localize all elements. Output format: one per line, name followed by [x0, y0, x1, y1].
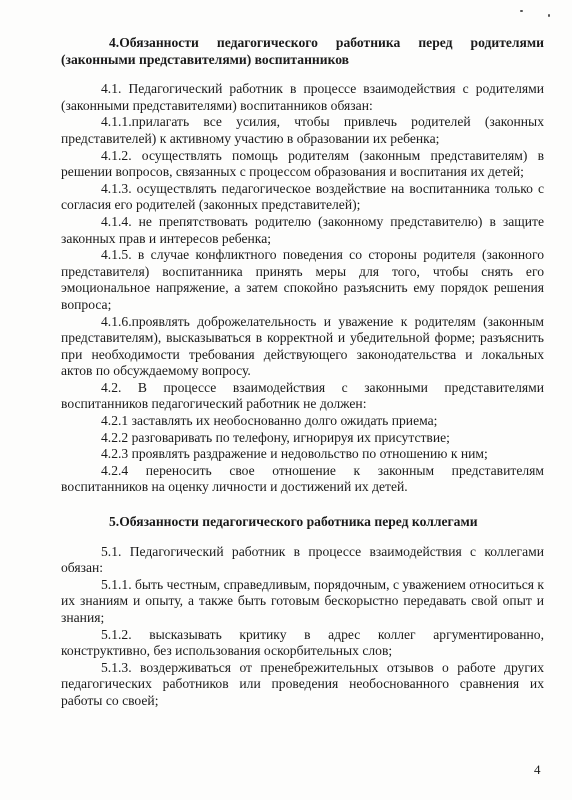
page-number: 4: [534, 762, 541, 777]
paragraph-4-2: 4.2. В процессе взаимодействия с законными представителями воспитанников педагогический работник не должен:: [61, 379, 544, 412]
paragraph-4-1-2: 4.1.2. осуществлять помощь родителям (законным представителям) в решении вопросов, связанных с процессом образования и воспитания их детей;: [61, 147, 544, 180]
paragraph-5-1-3: 5.1.3. воздерживаться от пренебрежительных отзывов о работе других педагогических работников или проведения необоснованного сравнения их работы со своей;: [61, 659, 544, 708]
paragraph-4-2-2: 4.2.2 разговаривать по телефону, игнорируя их присутствие;: [101, 429, 450, 445]
section-5-title: 5.Обязанности педагогического работника перед коллегами: [109, 514, 478, 530]
scan-speck: [520, 10, 523, 12]
paragraph-4-2-4: 4.2.4 переносить свое отношение к законным представителям воспитанников на оценку личности и достижений их детей.: [61, 462, 544, 495]
paragraph-4-1-1: 4.1.1.прилагать все усилия, чтобы привлечь родителей (законных представителей) к активному участию в образовании их ребенка;: [61, 114, 544, 146]
paragraph-4-1: 4.1. Педагогический работник в процессе взаимодействия с родителями (законными представителями) воспитанников обязан:: [61, 81, 544, 113]
document-body: [61, 35, 544, 710]
paragraph-5-1-1: 5.1.1. быть честным, справедливым, порядочным, с уважением относиться к их знаниям и опыту, а также быть готовым бескорыстно передавать свой опыт и знания;: [61, 576, 544, 625]
section-4-title: 4.Обязанности педагогического работника перед родителями (законными представителями) воспитанников: [61, 35, 544, 67]
paragraph-4-1-6: 4.1.6.проявлять доброжелательность и уважение к родителям (законным представителям), высказываться в корректной и убедительной форме; разъяснить при необходимости требования действующего законодательства и локальных актов по обсуждаемому вопросу.: [61, 313, 544, 379]
paragraph-4-2-3: 4.2.3 проявлять раздражение и недовольство по отношению к ним;: [101, 446, 488, 462]
paragraph-5-1-2: 5.1.2. высказывать критику в адрес коллег аргументированно, конструктивно, без использования оскорбительных слов;: [61, 626, 544, 659]
scan-speck: [548, 14, 550, 17]
paragraph-4-1-3: 4.1.3. осуществлять педагогическое воздействие на воспитанника только с согласия его родителей (законных представителей);: [61, 180, 544, 213]
paragraph-5-1: 5.1. Педагогический работник в процессе взаимодействия с коллегами обязан:: [61, 543, 544, 576]
paragraph-4-1-4: 4.1.4. не препятствовать родителю (законному представителю) в защите законных прав и интересов ребенка;: [61, 213, 544, 246]
paragraph-4-2-1: 4.2.1 заставлять их необоснованно долго ожидать приема;: [101, 413, 438, 429]
paragraph-4-1-5: 4.1.5. в случае конфликтного поведения со стороны родителя (законного представителя) воспитанника принять меры для того, чтобы снять его эмоциональное напряжение, а затем спокойно разъяснить ему порядок решения вопроса;: [61, 247, 544, 312]
